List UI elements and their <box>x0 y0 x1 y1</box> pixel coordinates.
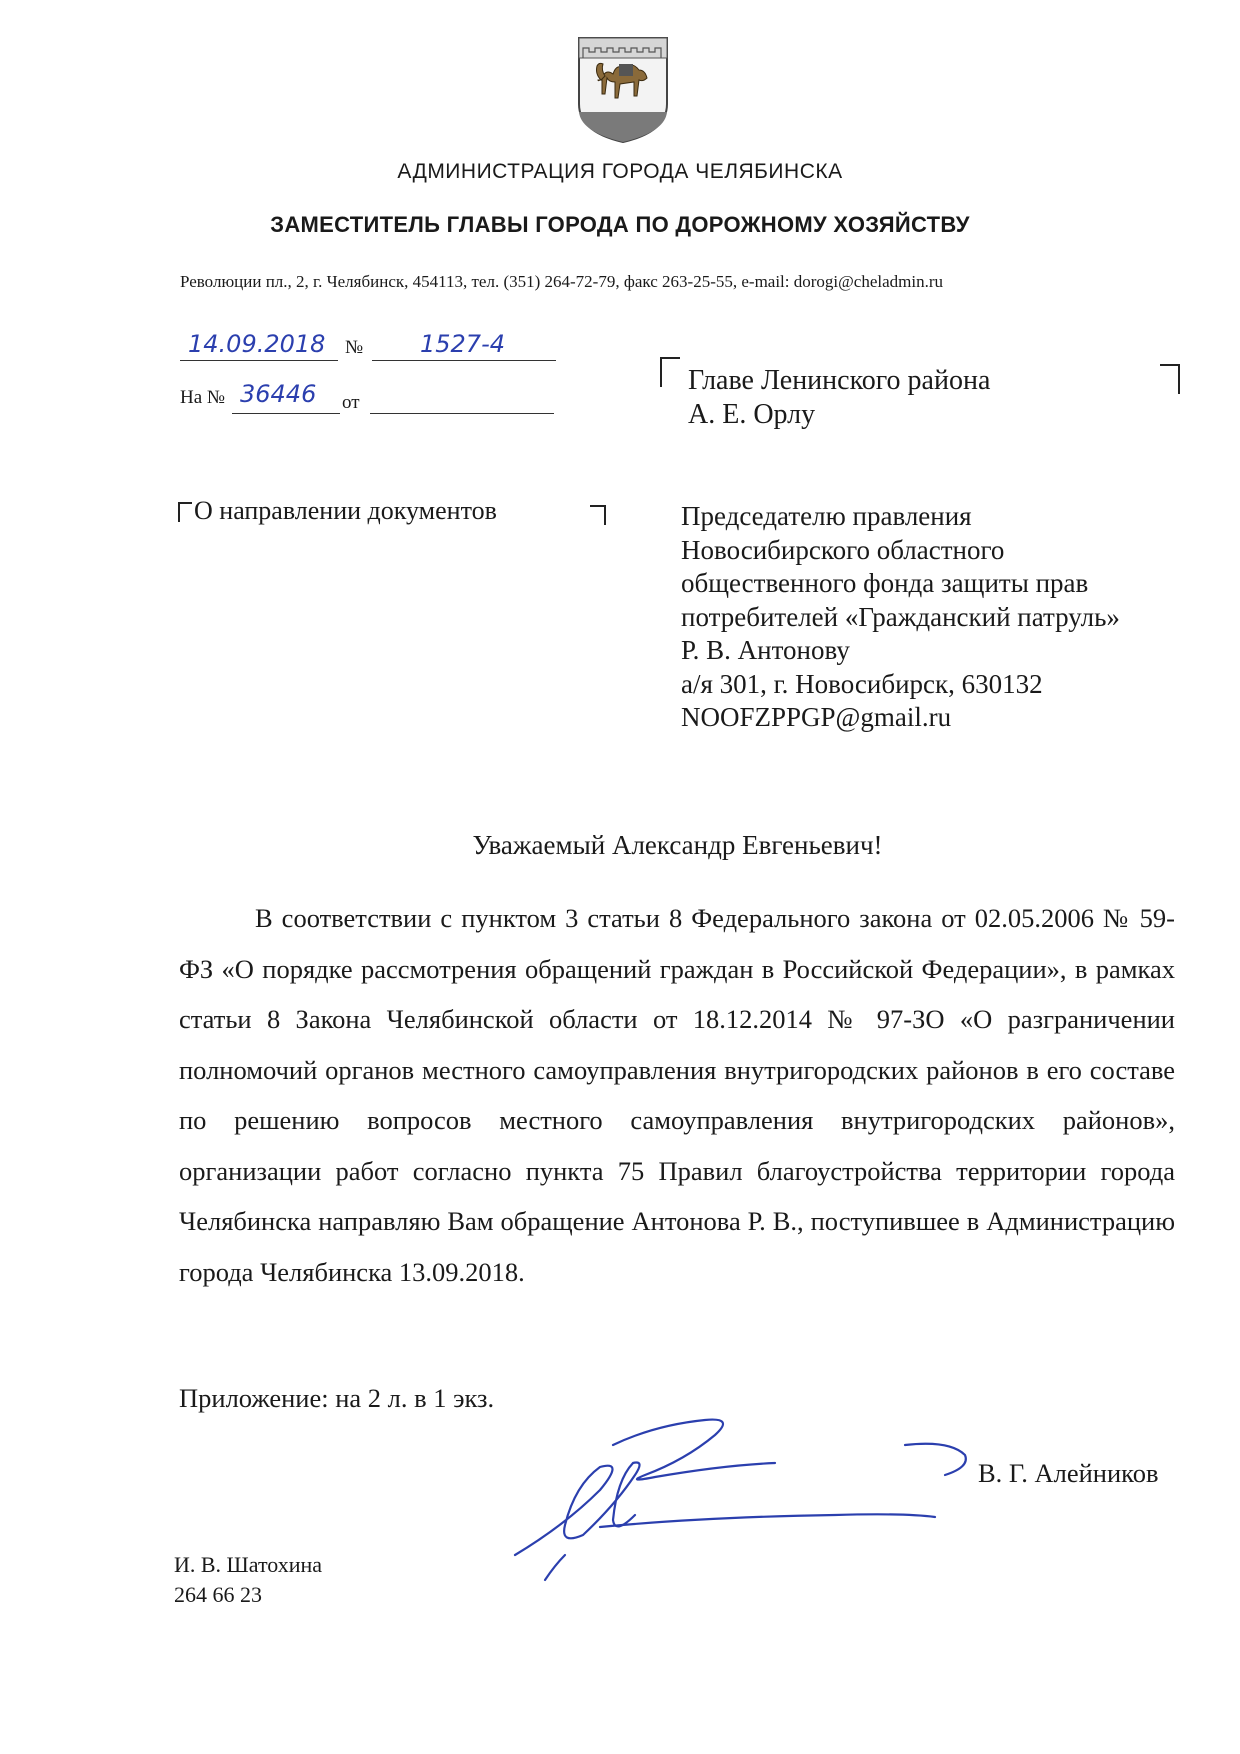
address-bracket-right <box>1160 364 1180 394</box>
recipient-line: Новосибирского областного <box>681 534 1005 565</box>
recipient-line: общественного фонда защиты прав <box>681 568 1089 598</box>
executor-phone: 264 66 23 <box>174 1582 262 1607</box>
subject-bracket-left <box>178 502 192 522</box>
letter-subject: О направлении документов <box>194 496 497 525</box>
recipient-line: Главе Ленинского района <box>688 365 991 396</box>
recipient-line: потребителей «Гражданский патруль» <box>681 601 1120 632</box>
department-name: ЗАМЕСТИТЕЛЬ ГЛАВЫ ГОРОДА ПО ДОРОЖНОМУ ХОЗЯЙСТВУ <box>270 212 970 237</box>
handwritten-signature <box>505 1405 975 1600</box>
registration-number-label: № <box>345 337 364 358</box>
contact-address: Революции пл., 2, г. Челябинск, 454113, тел. (351) 264-72-79, факс 263-25-55, e-mail: dorogi@cheladmin.ru <box>180 272 944 291</box>
date-underline <box>180 360 338 361</box>
letter-body: В соответствии с пунктом 3 статьи 8 Федерального закона от 02.05.2006 № 59-ФЗ «О порядке рассмотрения обращений граждан в Российской Федерации», в рамках статьи 8 Закона Челябинской области от 18.12.2014 № 97-ЗО «О разграничении полномочий органов местного самоуправления внутригородских районов в его составе по решению вопросов местного самоуправления внутригородских районов», организации работ согласно пункта 75 Правил благоустройства территории города Челябинска направляю Вам обращение Антонова Р. В., поступившее в Администрацию города Челябинска 13.09.2018. <box>179 903 1175 1287</box>
executor-name: И. В. Шатохина <box>174 1552 323 1577</box>
organization-name: АДМИНИСТРАЦИЯ ГОРОДА ЧЕЛЯБИНСКА <box>397 160 843 183</box>
address-bracket-left <box>660 357 680 387</box>
subject-bracket-right <box>590 505 606 525</box>
reply-to-label: На № <box>180 387 226 408</box>
executor-block <box>174 1550 322 1610</box>
reply-from-label: от <box>342 392 360 413</box>
signer-name: В. Г. Алейников <box>978 1458 1159 1488</box>
reply-number-underline <box>232 413 340 414</box>
reply-to-number: 36446 <box>240 380 317 408</box>
number-underline <box>372 360 556 361</box>
reply-date-underline <box>370 413 554 414</box>
recipient-line: Председателю правления <box>681 501 972 531</box>
recipient-block <box>688 364 990 432</box>
attachment-note: Приложение: на 2 л. в 1 экз. <box>179 1383 495 1413</box>
recipient-line: Р. В. Антонову <box>681 635 850 665</box>
city-emblem-icon <box>575 34 671 146</box>
recipient-line: А. Е. Орлу <box>688 399 816 430</box>
registration-number: 1527-4 <box>420 330 506 358</box>
registration-date: 14.09.2018 <box>188 330 326 358</box>
salutation: Уважаемый Александр Евгеньевич! <box>472 830 883 860</box>
recipient-block <box>681 500 1120 735</box>
recipient-line: а/я 301, г. Новосибирск, 630132 <box>681 668 1043 699</box>
recipient-email: NOOFZPPGP@gmail.ru <box>681 702 952 732</box>
